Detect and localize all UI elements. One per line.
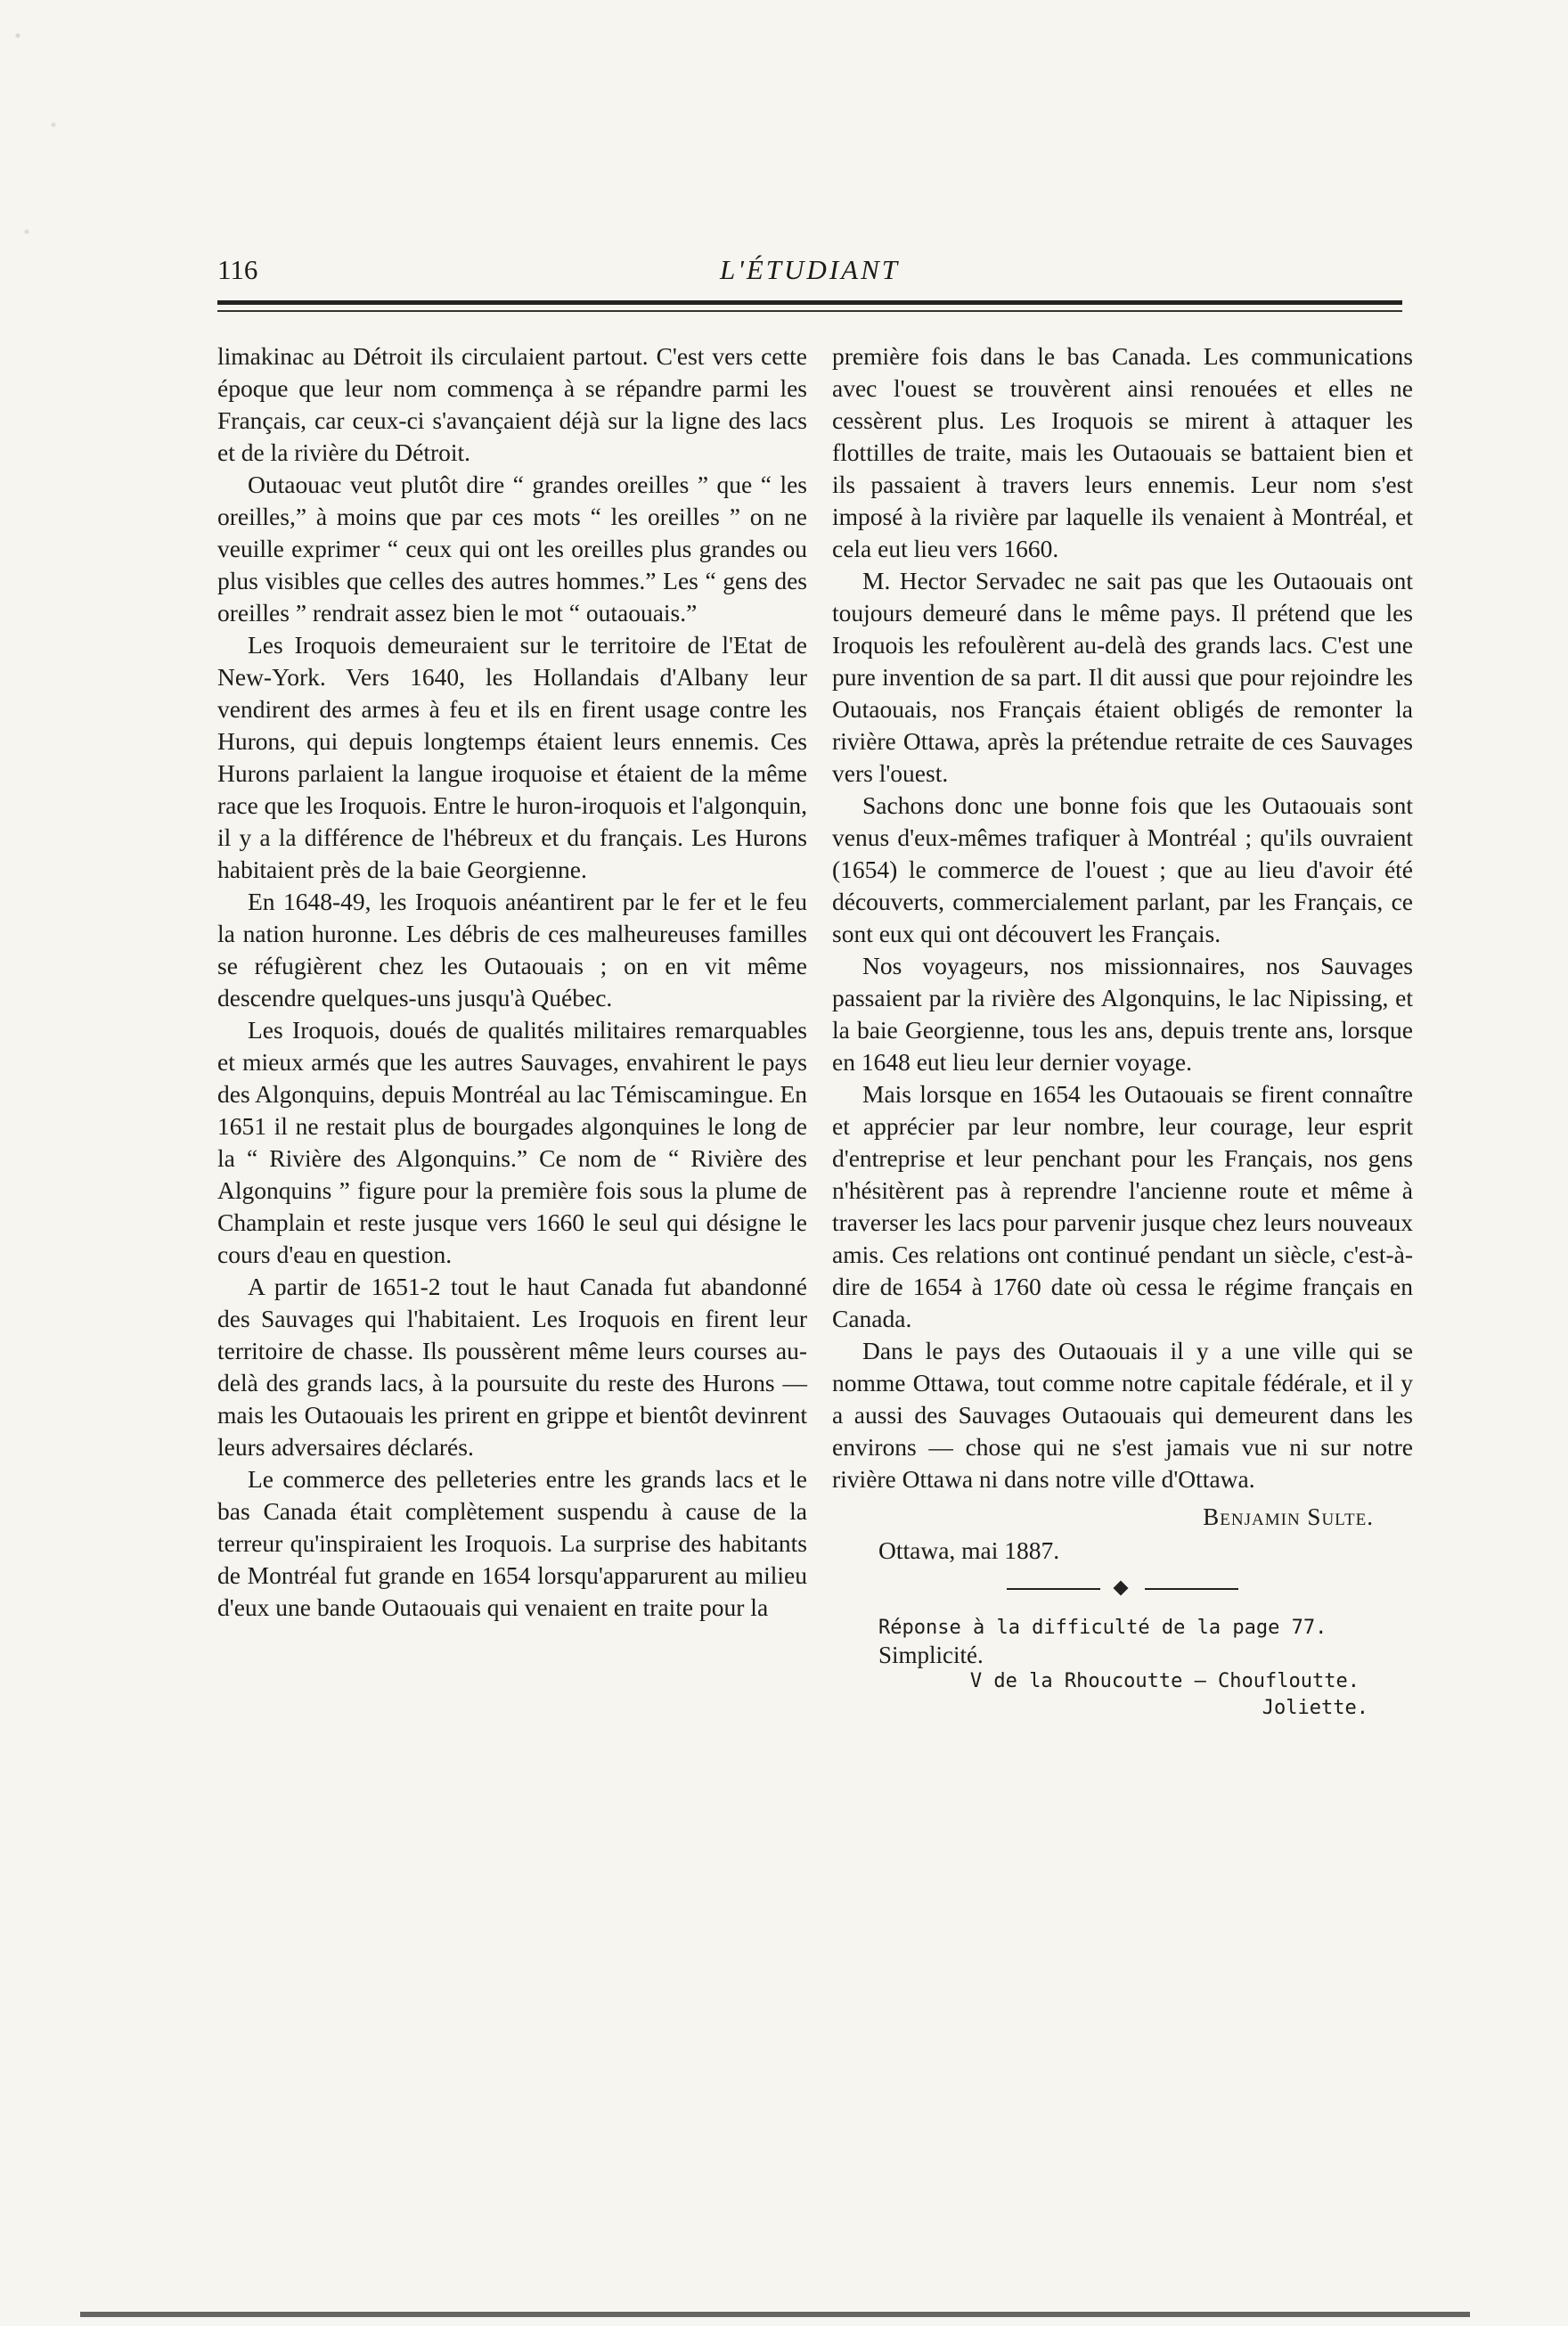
- paragraph: Les Iroquois, doués de qualités militaires remarquables et mieux armés que les autres Sauvages, envahirent le pays des Algonquins, depuis Montréal au lac Témiscamingue. En 1651 il ne restait plus de bourgades algonquines le long de la “ Rivière des Algonquins.” Ce nom de “ Rivière des Algonquins ” figure pour la première fois sous la plume de Champlain et reste jusque vers 1660 le seul qui désigne le cours d'eau en question.: [217, 1016, 807, 1268]
- section-divider-ornament: [1007, 1583, 1238, 1595]
- paragraph: Le commerce des pelleteries entre les grands lacs et le bas Canada était complètement suspendu à cause de la terreur qu'inspiraient les Iroquois. La surprise des habitants de Montréal fut grande en 1654 lorsqu'apparurent au milieu d'eux une bande Outaouais qui venaient en traite pour la: [217, 1465, 807, 1621]
- paragraph: Nos voyageurs, nos missionnaires, nos Sauvages passaient par la rivière des Algonquins, le lac Nipissing, et la baie Georgienne, tous les ans, depuis trente ans, lorsque en 1648 eut lieu leur dernier voyage.: [832, 952, 1413, 1076]
- author-signature: Benjamin Sulte.: [1203, 1503, 1374, 1530]
- right-column: [832, 340, 1413, 1722]
- dateline: Ottawa, mai 1887.: [878, 1536, 1060, 1564]
- puzzle-answer: Simplicité.: [878, 1642, 984, 1668]
- page-number: 116: [217, 254, 258, 285]
- paragraph: M. Hector Servadec ne sait pas que les Outaouais ont toujours demeuré dans le même pays. Il prétend que les Iroquois les refoulèrent au-delà des grands lacs. C'est une pure invention de sa part. Il dit aussi que pour rejoindre les Outaouais, nos Français étaient obligés de remonter la rivière Ottawa, après la prétendue retraite de ces Sauvages vers l'ouest.: [832, 567, 1413, 787]
- paragraph: Outaouac veut plutôt dire “ grandes oreilles ” que “ les oreilles,” à moins que par ces mots “ les oreilles ” on ne veuille exprimer “ ceux qui ont les oreilles plus grandes ou plus visibles que celles des autres hommes.” Les “ gens des oreilles ” rendrait assez bien le mot “ outaouais.”: [217, 471, 807, 627]
- paragraph: Les Iroquois demeuraient sur le territoire de l'Etat de New-York. Vers 1640, les Hollandais d'Albany leur vendirent des armes à feu et ils en firent usage contre les Hurons, qui depuis longtemps étaient leurs ennemis. Ces Hurons parlaient la langue iroquoise et étaient de la même race que les Iroquois. Entre le huron-iroquois et l'algonquin, il y a la différence de l'hébreux et du français. Les Hurons habitaient près de la baie Georgienne.: [217, 631, 807, 883]
- page-header: [217, 254, 1402, 290]
- paragraph: Mais lorsque en 1654 les Outaouais se firent connaître et apprécier par leur nombre, leur courage, leur esprit d'entreprise et leur penchant pour les Français, nos gens n'hésitèrent pas à reprendre l'ancienne route et même à traverser les lacs pour parvenir jusque chez leurs nouveaux amis. Ces relations ont continué pendant un siècle, c'est-à-dire de 1654 à 1760 date où cessa le régime français en Canada.: [832, 1080, 1413, 1332]
- paragraph: Sachons donc une bonne fois que les Outaouais sont venus d'eux-mêmes trafiquer à Montréal ; qu'ils ouvraient (1654) le commerce de l'ouest ; que au lieu d'avoir été découverts, commercialement parlant, par les Français, ce sont eux qui ont découvert les Français.: [832, 791, 1413, 947]
- running-title: L'ÉTUDIANT: [720, 254, 900, 285]
- header-rule-thick: [217, 300, 1402, 305]
- puzzle-answer-note: [832, 1615, 1413, 1722]
- paragraph: Dans le pays des Outaouais il y a une ville qui se nomme Ottawa, tout comme notre capitale fédérale, et il y a aussi des Sauvages Outaouais qui demeurent dans les environs — chose qui ne s'est jamais vue ni sur notre rivière Ottawa ni dans notre ville d'Ottawa.: [832, 1337, 1413, 1493]
- paragraph: limakinac au Détroit ils circulaient partout. C'est vers cette époque que leur nom commença à se répandre parmi les Français, car ceux-ci s'avançaient déjà sur la ligne des lacs et de la rivière du Détroit.: [217, 342, 807, 466]
- paper-speckle: [0, 0, 107, 891]
- paragraph: A partir de 1651-2 tout le haut Canada fut abandonné des Sauvages qui l'habitaient. Les Iroquois en firent leur territoire de chasse. Ils poussèrent même leurs courses au-delà des grands lacs, à la poursuite du reste des Hurons — mais les Outaouais les prirent en grippe et bientôt devinrent leurs adversaires déclarés.: [217, 1273, 807, 1461]
- paragraph: En 1648-49, les Iroquois anéantirent par le fer et le feu la nation huronne. Les débris de ces malheureuses familles se réfugièrent chez les Outaouais ; on en vit même descendre quelques-uns jusqu'à Québec.: [217, 888, 807, 1011]
- puzzle-question-ref: Réponse à la difficulté de la page 77.: [878, 1617, 1327, 1639]
- bottom-edge-rule: [80, 2312, 1470, 2317]
- puzzle-solver-place: Joliette.: [1262, 1697, 1368, 1719]
- left-column: [217, 340, 807, 1624]
- paragraph: première fois dans le bas Canada. Les communications avec l'ouest se trouvèrent ainsi renouées et elles ne cessèrent plus. Les Iroquois se mirent à attaquer les flottilles de traite, mais les Outaouais se battaient bien et ils passaient à travers leurs ennemis. Leur nom s'est imposé à la rivière par laquelle ils venaient à Montréal, et cela eut lieu vers 1660.: [832, 342, 1413, 562]
- puzzle-solver: V de la Rhoucoutte — Choufloutte.: [969, 1670, 1360, 1692]
- header-rule-thin: [217, 310, 1402, 312]
